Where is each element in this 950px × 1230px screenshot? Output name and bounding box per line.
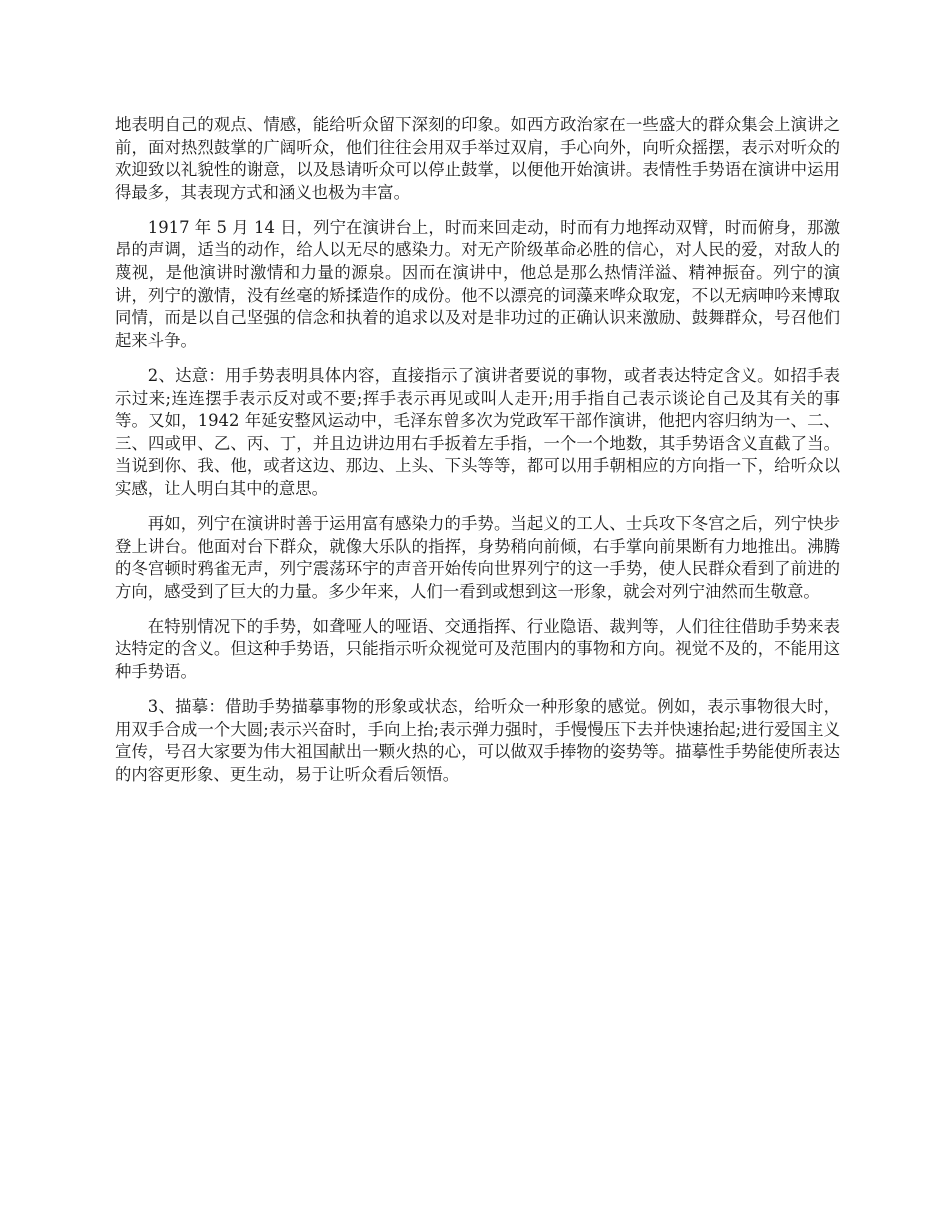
document-body: [115, 114, 840, 799]
paragraph-lenin-winter-palace: 再如，列宁在演讲时善于运用富有感染力的手势。当起义的工人、士兵攻下冬宫之后，列宁快步登上讲台。他面对台下群众，就像大乐队的指挥，身势稍向前倾，右手掌向前果断有力地推出。沸腾的冬宫顿时鸦雀无声，列宁震荡环宇的声音开始传向世界列宁的这一手势，使人民群众看到了前进的方向，感受到了巨大的力量。多少年来，人们一看到或想到这一形象，就会对列宁油然而生敬意。: [115, 514, 840, 601]
paragraph-special-gestures: 在特别情况下的手势，如聋哑人的哑语、交通指挥、行业隐语、裁判等，人们往往借助手势来表达特定的含义。但这种手势语，只能指示听众视觉可及范围内的事物和方向。视觉不及的，不能用这种手势语。: [115, 616, 840, 682]
paragraph-section-2-conveying-meaning: 2、达意：用手势表明具体内容，直接指示了演讲者要说的事物，或者表达特定含义。如招手表示过来;连连摆手表示反对或不要;挥手表示再见或叫人走开;用手指自己表示谈论自己及其有关的事等。又如，1942 年延安整风运动中，毛泽东曾多次为党政军干部作演讲，他把内容归纳为一、二、三、四或甲、乙、丙、丁，并且边讲边用右手扳着左手指，一个一个地数，其手势语含义直截了当。当说到你、我、他，或者这边、那边、上头、下头等等，都可以用手朝相应的方向指一下，给听众以实感，让人明白其中的意思。: [115, 365, 840, 498]
paragraph-section-3-depiction: 3、描摹：借助手势描摹事物的形象或状态，给听众一种形象的感觉。例如，表示事物很大时，用双手合成一个大圆;表示兴奋时，手向上抬;表示弹力强时，手慢慢压下去并快速抬起;进行爱国主义宣传，号召大家要为伟大祖国献出一颗火热的心，可以做双手捧物的姿势等。描摹性手势能使所表达的内容更形象、更生动，易于让听众看后领悟。: [115, 697, 840, 784]
paragraph-lenin-1917: 1917 年 5 月 14 日，列宁在演讲台上，时而来回走动，时而有力地挥动双臂，时而俯身，那激昂的声调，适当的动作，给人以无尽的感染力。对无产阶级革命必胜的信心，对人民的爱，对敌人的蔑视，是他演讲时激情和力量的源泉。因而在演讲中，他总是那么热情洋溢、精神振奋。列宁的演讲，列宁的激情，没有丝毫的矫揉造作的成份。他不以漂亮的词藻来哗众取宠，不以无病呻吟来博取同情，而是以自己坚强的信念和执着的追求以及对是非功过的正确认识来激励、鼓舞群众，号召他们起来斗争。: [115, 217, 840, 350]
paragraph-continuation: 地表明自己的观点、情感，能给听众留下深刻的印象。如西方政治家在一些盛大的群众集会上演讲之前，面对热烈鼓掌的广阔听众，他们往往会用双手举过双肩，手心向外，向听众摇摆，表示对听众的欢迎致以礼貌性的谢意，以及恳请听众可以停止鼓掌，以便他开始演讲。表情性手势语在演讲中运用得最多，其表现方式和涵义也极为丰富。: [115, 115, 840, 202]
